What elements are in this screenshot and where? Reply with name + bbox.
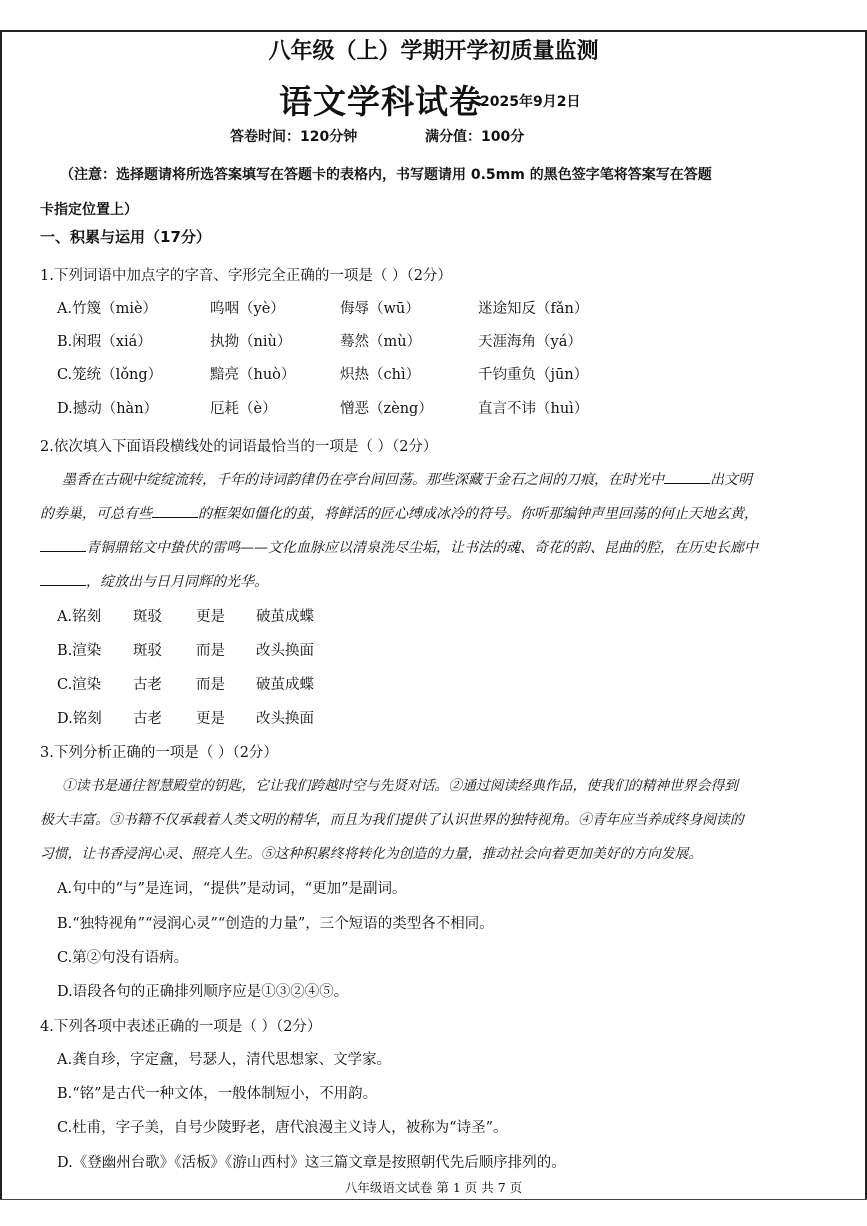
exam-subtitle: 语文学科试卷 [279, 82, 483, 121]
q2-option-c-1: C.渲染 [57, 677, 102, 693]
q2-blank-1 [664, 469, 710, 484]
q3-option-d: D.语段各句的正确排列顺序应是①③②④⑤。 [57, 984, 349, 1000]
q4-option-c: C.杜甫，字子美，自号少陵野老，唐代浪漫主义诗人，被称为“诗圣”。 [57, 1120, 508, 1136]
q1-option-c-2: 黯亮（huò） [210, 367, 296, 383]
q2-passage-line-1 [62, 469, 752, 489]
q2-passage-1a: 墨香在古砚中绽绽流转，千年的诗词韵律仍在亭台间回荡。那些深藏于金石之间的刀痕，在时光中 [62, 472, 664, 488]
note-line-1: （注意：选择题请将所选答案填写在答题卡的表格内，书写题请用 0.5mm 的黑色签字笔将答案写在答题 [60, 167, 712, 183]
q1-option-a-1: A.竹篾（miè） [57, 301, 158, 317]
q2-passage-1b: 出文明 [710, 472, 752, 488]
q4-option-d: D.《登幽州台歌》《活板》《游山西村》这三篇文章是按照朝代先后顺序排列的。 [57, 1155, 566, 1171]
q3-option-c: C.第②句没有语病。 [57, 950, 189, 966]
q2-option-b-3: 而是 [196, 643, 225, 659]
q1-option-d-3: 憎恶（zèng） [340, 401, 433, 417]
q3-passage-line-2: 极大丰富。③书籍不仅承载着人类文明的精华，而且为我们提供了认识世界的独特视角。④青年应当养成终身阅读的 [40, 812, 744, 828]
q2-option-d-3: 更是 [196, 711, 225, 727]
q2-blank-4 [40, 571, 86, 586]
q1-option-c-3: 炽热（chì） [340, 367, 421, 383]
q2-option-a-1: A.铭刻 [57, 609, 102, 625]
q2-passage-line-2 [40, 503, 758, 523]
q3-option-a: A.句中的“与”是连词，“提供”是动词，“更加”是副词。 [57, 881, 407, 897]
q3-passage-line-1: ①读书是通往智慧殿堂的钥匙，它让我们跨越时空与先贤对话。②通过阅读经典作品，使我们的精神世界会得到 [62, 778, 739, 794]
q2-option-a-4: 破茧成蝶 [256, 609, 314, 625]
question-1-stem: 1.下列词语中加点字的字音、字形完全正确的一项是（ ）（2分） [40, 268, 452, 284]
q2-option-d-1: D.铭刻 [57, 711, 102, 727]
q2-option-d-2: 古老 [133, 711, 162, 727]
q1-option-d-1: D.撼动（hàn） [57, 401, 159, 417]
q1-option-d-4: 直言不讳（huì） [478, 401, 589, 417]
q2-option-d-4: 改头换面 [256, 711, 314, 727]
q3-option-b: B.“独特视角”“浸润心灵”“创造的力量”，三个短语的类型各不相同。 [57, 916, 494, 932]
q1-option-b-2: 执拗（niù） [210, 334, 292, 350]
q3-passage-line-3: 习惯，让书香浸润心灵、照亮人生。⑤这种积累终将转化为创造的力量，推动社会向着更加美好的方向发展。 [40, 846, 703, 862]
q2-passage-line-4 [40, 571, 268, 591]
q4-option-a: A.龚自珍，字定盦，号瑟人，清代思想家、文学家。 [57, 1052, 392, 1068]
q1-option-b-3: 蓦然（mù） [340, 334, 422, 350]
page-border-bottom [0, 1199, 867, 1200]
q1-option-a-3: 侮辱（wū） [340, 301, 420, 317]
q2-option-a-2: 斑驳 [133, 609, 162, 625]
q2-option-b-2: 斑驳 [133, 643, 162, 659]
q1-option-b-4: 天涯海角（yá） [478, 334, 582, 350]
q2-option-b-1: B.渲染 [57, 643, 102, 659]
q2-passage-3: 青铜鼎铭文中蛰伏的雷鸣——文化血脉应以清泉洗尽尘垢，让书法的魂、奇花的韵、昆曲的腔，在历史长廊中 [86, 540, 758, 556]
q2-option-c-4: 破茧成蝶 [256, 677, 314, 693]
page-border-top [0, 30, 867, 32]
q2-passage-2b: 的框架如僵化的茧，将鲜活的匠心缚成冰冷的符号。你听那编钟声里回荡的何止天地玄黄， [198, 506, 758, 522]
exam-title: 八年级（上）学期开学初质量监测 [268, 39, 599, 64]
question-4-stem: 4.下列各项中表述正确的一项是（ ）（2分） [40, 1019, 322, 1035]
q2-passage-line-3 [40, 537, 758, 557]
q2-passage-2a: 的券巢，可总有些 [40, 506, 152, 522]
q2-option-b-4: 改头换面 [256, 643, 314, 659]
question-2-stem: 2.依次填入下面语段横线处的词语最恰当的一项是（ ）（2分） [40, 439, 438, 455]
q2-option-c-2: 古老 [133, 677, 162, 693]
q1-option-a-2: 呜咽（yè） [210, 301, 285, 317]
q1-option-a-4: 迷途知反（fǎn） [478, 301, 589, 317]
q1-option-c-4: 千钧重负（jūn） [478, 367, 589, 383]
q2-option-c-3: 而是 [196, 677, 225, 693]
question-3-stem: 3.下列分析正确的一项是（ ）（2分） [40, 745, 278, 761]
q2-passage-4: ，绽放出与日月同辉的光华。 [86, 574, 268, 590]
q2-option-a-3: 更是 [196, 609, 225, 625]
note-line-2: 卡指定位置上） [40, 202, 138, 218]
q2-blank-2 [152, 503, 198, 518]
q1-option-b-1: B.闲瑕（xiá） [57, 334, 152, 350]
q1-option-d-2: 厄耗（è） [210, 401, 277, 417]
page-footer: 八年级语文试卷 第 1 页 共 7 页 [344, 1180, 523, 1195]
page-border-left [0, 30, 2, 1200]
exam-full-score: 满分值：100分 [425, 129, 525, 145]
exam-duration: 答卷时间：120分钟 [230, 129, 358, 145]
q1-option-c-1: C.笼统（lǒng） [57, 367, 163, 383]
q4-option-b: B.“铭”是古代一种文体，一般体制短小，不用韵。 [57, 1086, 378, 1102]
exam-date: 2025年9月2日 [480, 94, 581, 110]
section-heading-1: 一、积累与运用（17分） [40, 228, 211, 246]
q2-blank-3 [40, 537, 86, 552]
